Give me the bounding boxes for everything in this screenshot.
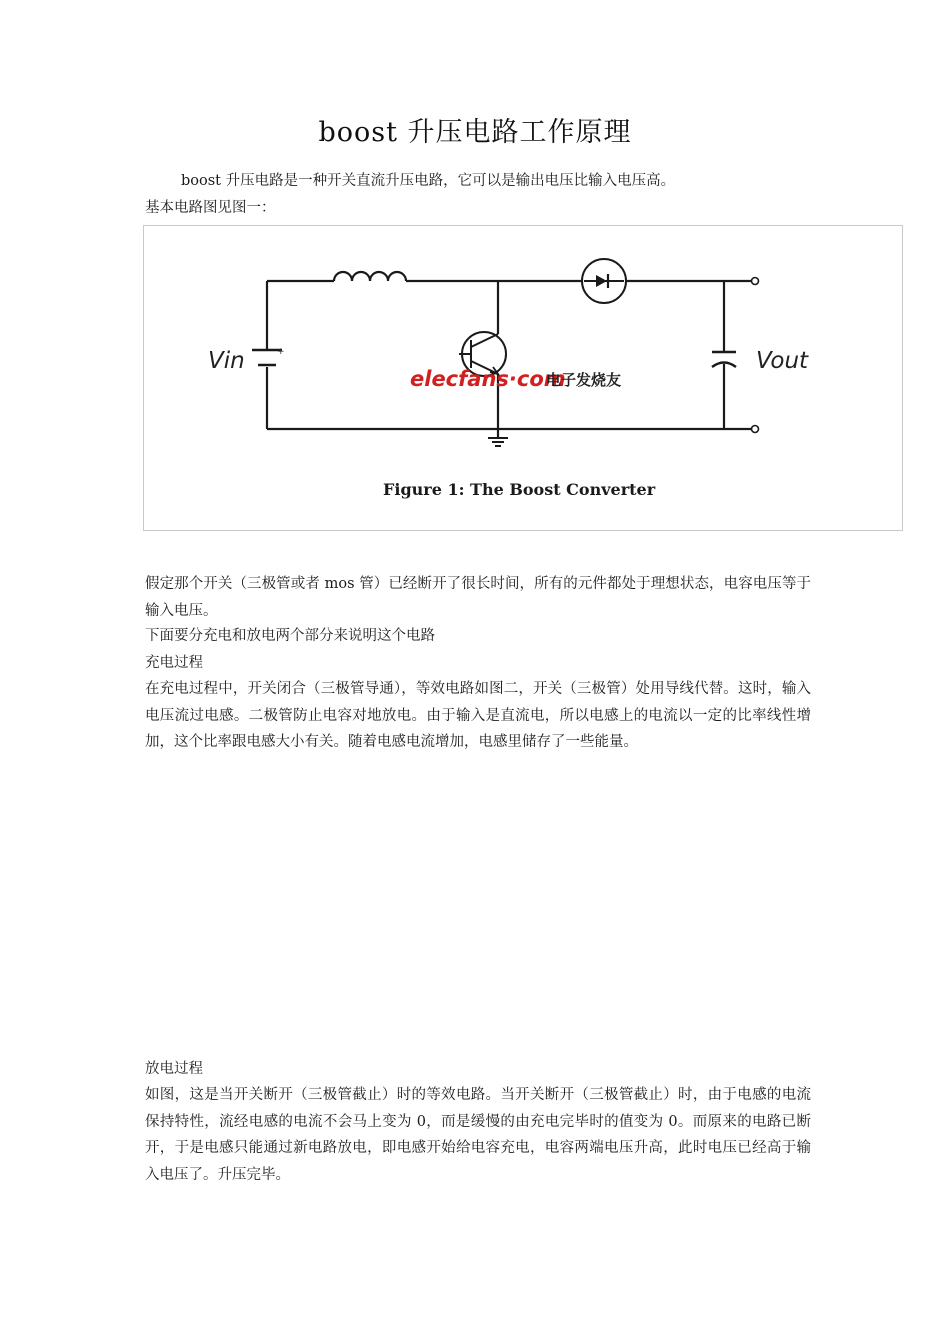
charging-paragraph: 在充电过程中，开关闭合（三极管导通），等效电路如图二，开关（三极管）处用导线代替。这时，输入电压流过电感。二极管防止电容对地放电。由于输入是直流电，所以电感上的电流以一定的比率线性增加，这个比率跟电感大小有关。随着电感电流增加，电感里储存了一些能量。 — [145, 681, 811, 750]
circuit-diagram — [144, 226, 904, 532]
figure-intro-text: 基本电路图见图一： — [145, 200, 276, 216]
page-title: boost 升压电路工作原理 — [318, 117, 632, 148]
intro-paragraph: boost 升压电路是一种开关直流升压电路，它可以是输出电压比输入电压高。 — [181, 173, 676, 189]
vout-label: Vout — [756, 348, 809, 374]
watermark-en: elecfans·com — [410, 367, 566, 391]
output-terminal-bottom-icon — [752, 426, 759, 433]
output-terminal-top-icon — [752, 278, 759, 285]
watermark-cn: 电子发烧友 — [546, 371, 622, 389]
figure-1-boost-converter — [143, 225, 903, 531]
discharging-heading: 放电过程 — [145, 1061, 203, 1077]
diode-icon — [582, 259, 626, 303]
battery-plus-sign: + — [277, 347, 285, 357]
circuit-wires — [267, 272, 752, 438]
figure-caption: Figure 1: The Boost Converter — [383, 480, 656, 499]
overview-text: 下面要分充电和放电两个部分来说明这个电路 — [145, 628, 435, 644]
discharging-paragraph: 如图，这是当开关断开（三极管截止）时的等效电路。当开关断开（三极管截止）时，由于电感的电流保持特性，流经电感的电流不会马上变为 0，而是缓慢的由充电完毕时的值变为 0。而原来的电路已断开，于是电感只能通过新电路放电，即电感开始给电容充电，电容两端电压升高，此时电压已经高于输入电压了。升压完毕。 — [145, 1087, 811, 1183]
charging-heading: 充电过程 — [145, 655, 203, 671]
ground-icon — [488, 438, 508, 446]
vin-label: Vin — [208, 348, 245, 374]
assumption-paragraph: 假定那个开关（三极管或者 mos 管）已经断开了很长时间，所有的元件都处于理想状态，电容电压等于输入电压。 — [145, 576, 811, 619]
inductor-icon — [334, 272, 406, 281]
